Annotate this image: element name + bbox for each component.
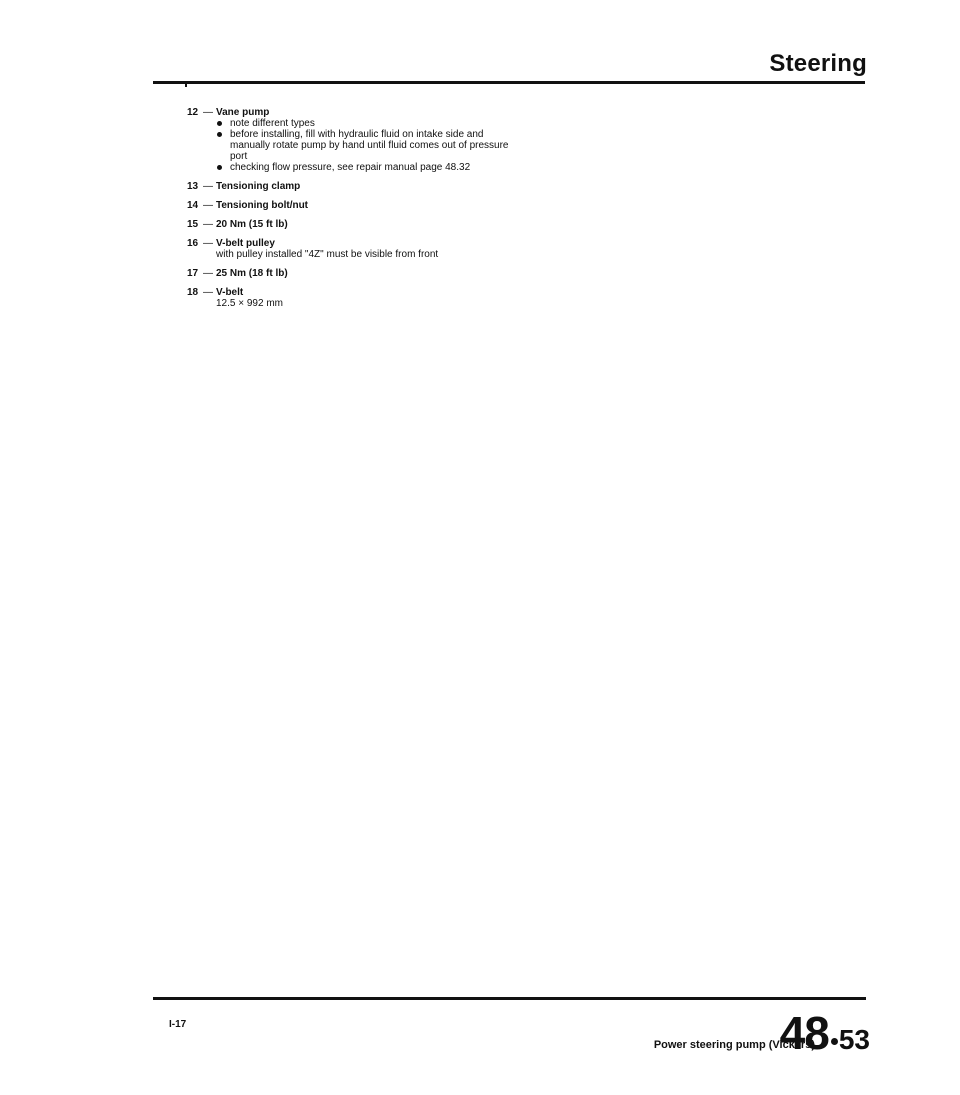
bullet-icon [217, 165, 222, 170]
item-number: 12 [187, 107, 199, 118]
item-title: 20 Nm (15 ft lb) [216, 219, 288, 230]
footer-caption: Power steering pump (Vickers) [653, 1039, 815, 1051]
item-title: Tensioning clamp [216, 181, 301, 192]
item-number: 14 [187, 200, 199, 211]
parts-list [187, 107, 517, 317]
list-item [187, 238, 517, 260]
item-dash: — [203, 287, 213, 298]
top-rule-tick [185, 83, 187, 87]
list-item [187, 181, 517, 192]
item-dash: — [203, 219, 213, 230]
item-number: 13 [187, 181, 199, 192]
bullet-list [216, 118, 517, 173]
item-body [216, 287, 517, 309]
item-number: 17 [187, 268, 199, 279]
item-dash: — [203, 181, 213, 192]
list-item [187, 200, 517, 211]
item-body [216, 268, 517, 279]
bullet-item [216, 162, 517, 173]
item-dash: — [203, 107, 213, 118]
top-rule [153, 81, 865, 84]
item-body [216, 200, 517, 211]
item-note: with pulley installed "4Z" must be visible from front [216, 249, 439, 260]
page-header-title: Steering [769, 50, 867, 77]
bullet-text: checking flow pressure, see repair manual page 48.32 [230, 162, 471, 173]
list-item [187, 287, 517, 309]
bottom-rule [153, 997, 866, 1000]
item-number: 16 [187, 238, 199, 249]
item-body [216, 238, 517, 260]
item-title: 25 Nm (18 ft lb) [216, 268, 288, 279]
bullet-item [216, 129, 517, 162]
item-dash: — [203, 238, 213, 249]
item-title: Vane pump [216, 107, 270, 118]
item-title: Tensioning bolt/nut [216, 200, 309, 211]
list-item [187, 107, 517, 173]
item-dash: — [203, 268, 213, 279]
bullet-icon [217, 121, 222, 126]
footer-code: I-17 [169, 1019, 187, 1030]
item-number: 18 [187, 287, 199, 298]
item-body [216, 219, 517, 230]
bullet-icon [217, 132, 222, 137]
item-dash: — [203, 200, 213, 211]
page-number-major: 48 [779, 1007, 829, 1059]
page-number-minor: 53 [838, 1024, 870, 1055]
list-item [187, 268, 517, 279]
item-body [216, 181, 517, 192]
item-title: V-belt pulley [216, 238, 275, 249]
page-number [780, 1006, 870, 1060]
bullet-text: note different types [230, 118, 315, 129]
list-item [187, 219, 517, 230]
item-title: V-belt [216, 287, 244, 298]
item-number: 15 [187, 219, 199, 230]
page-number-dot [831, 1038, 838, 1045]
bullet-item [216, 118, 517, 129]
item-body [216, 107, 517, 173]
bullet-text: before installing, fill with hydraulic fluid on intake side and manually rotate pump by hand until fluid comes out of pressure port [230, 129, 509, 162]
item-note: 12.5 × 992 mm [216, 298, 283, 309]
